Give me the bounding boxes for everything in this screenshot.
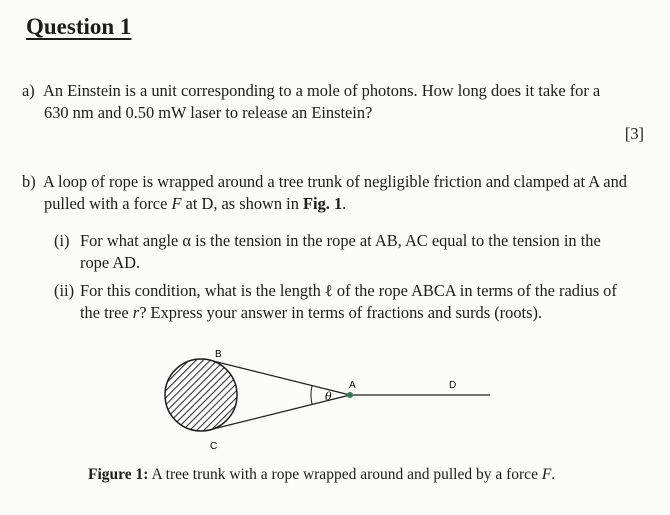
part-b-line2 bbox=[44, 193, 346, 215]
sub-i-line1 bbox=[54, 230, 601, 252]
sub-ii-text-1: For this condition, what is the length ℓ of the rope ABCA in terms of the radius of bbox=[80, 281, 617, 300]
point-c-label: C bbox=[210, 441, 218, 452]
sub-i-label: (i) bbox=[54, 231, 70, 250]
caption-variable: F bbox=[541, 466, 552, 483]
part-a-marks: [3] bbox=[624, 124, 644, 143]
part-b-line1 bbox=[22, 171, 627, 193]
question-heading: Question 1 bbox=[26, 14, 132, 39]
figure-diagram bbox=[150, 342, 500, 457]
part-b-label: b) bbox=[22, 172, 36, 191]
angle-arc bbox=[311, 386, 312, 404]
sub-ii-label: (ii) bbox=[54, 281, 75, 300]
sub-ii-text-2a: the tree bbox=[80, 303, 133, 322]
force-variable: F bbox=[171, 194, 182, 213]
angle-label: θ bbox=[325, 390, 332, 403]
part-a-text-1: An Einstein is a unit corresponding to a mole of photons. How long does it take for a bbox=[43, 81, 601, 100]
clamp-point-a bbox=[347, 392, 353, 398]
part-b-text-2a: pulled with a force bbox=[44, 194, 172, 213]
point-d-label: D bbox=[449, 380, 457, 391]
sub-ii-text-2b: ? Express your answer in terms of fractions and surds (roots). bbox=[139, 303, 543, 322]
part-a-label: a) bbox=[22, 81, 35, 100]
part-b-text-1: A loop of rope is wrapped around a tree trunk of negligible friction and clamped at A and bbox=[43, 172, 627, 191]
caption-end: . bbox=[551, 466, 556, 483]
point-b-label: B bbox=[215, 349, 222, 360]
sub-i-line2: rope AD. bbox=[80, 253, 141, 272]
part-a-line2: 630 nm and 0.50 mW laser to release an Einstein? bbox=[44, 103, 373, 122]
tree-trunk bbox=[165, 359, 237, 431]
point-a-label: A bbox=[349, 380, 356, 391]
figure-reference: Fig. 1 bbox=[303, 194, 343, 213]
caption-label: Figure 1: bbox=[88, 466, 149, 483]
part-b-text-2b: at D, as shown in bbox=[181, 194, 304, 213]
figure-caption bbox=[88, 466, 555, 484]
part-b-text-2c: . bbox=[342, 194, 347, 213]
sub-ii-line1 bbox=[54, 280, 617, 302]
caption-text: A tree trunk with a rope wrapped around and pulled by a force bbox=[148, 466, 542, 483]
part-a-line1 bbox=[22, 80, 600, 102]
sub-i-text-1: For what angle α is the tension in the rope at AB, AC equal to the tension in the bbox=[80, 231, 601, 250]
radius-variable: r bbox=[132, 303, 140, 322]
sub-ii-line2 bbox=[80, 302, 542, 324]
